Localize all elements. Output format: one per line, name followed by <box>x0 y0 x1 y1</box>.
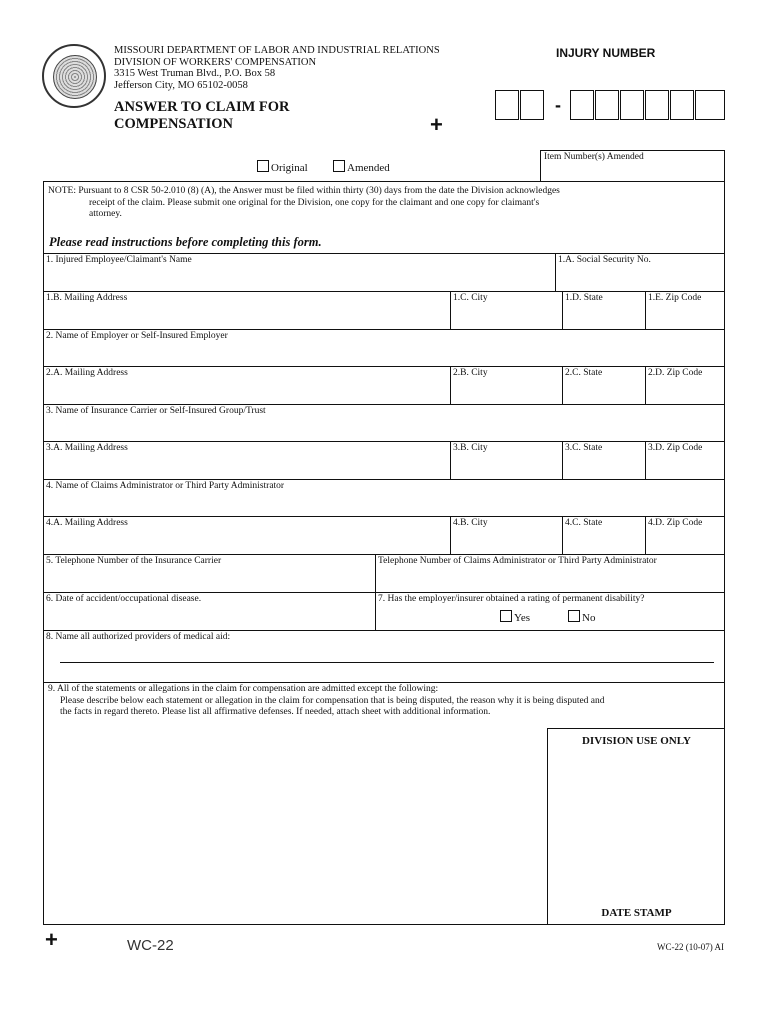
employer-state-label: 2.C. State <box>565 368 603 378</box>
agency-line1: MISSOURI DEPARTMENT OF LABOR AND INDUSTRIAL RELATIONS <box>114 45 440 56</box>
yes-label: Yes <box>514 612 531 624</box>
medical-providers-label: 8. Name all authorized providers of medical aid: <box>46 632 231 642</box>
claimant-city-field[interactable] <box>451 291 562 329</box>
row-disputes <box>43 682 725 683</box>
employer-zip-field[interactable] <box>646 366 724 404</box>
employer-address-field[interactable] <box>44 366 450 404</box>
insurer-state-label: 3.C. State <box>565 443 603 453</box>
state-seal <box>42 44 106 108</box>
employer-address-label: 2.A. Mailing Address <box>46 368 128 378</box>
claimant-name-label: 1. Injured Employee/Claimant's Name <box>46 255 192 265</box>
disputes-line3: the facts in regard thereto. Please list all affirmative defenses. If needed, attach sheet with additional information. <box>60 707 491 717</box>
item-numbers-amended-field[interactable] <box>540 150 725 181</box>
claimant-zip-field[interactable] <box>646 291 724 329</box>
injury-number-label: INJURY NUMBER <box>556 46 656 60</box>
instruction-text: Please read instructions before completing this form. <box>49 235 322 249</box>
disputes-instructions <box>48 684 724 719</box>
claimant-state-label: 1.D. State <box>565 293 603 303</box>
administrator-address-field[interactable] <box>44 516 450 554</box>
administrator-name-label: 4. Name of Claims Administrator or Third Party Administrator <box>46 481 285 491</box>
insurer-zip-field[interactable] <box>646 441 724 479</box>
no-checkbox[interactable] <box>568 610 580 622</box>
insurer-zip-label: 3.D. Zip Code <box>648 443 703 453</box>
insurer-name-field[interactable] <box>44 404 724 441</box>
division-use-box <box>547 728 725 925</box>
disputes-text-area[interactable] <box>44 724 547 924</box>
insurer-city-field[interactable] <box>451 441 562 479</box>
employer-city-label: 2.B. City <box>453 368 488 378</box>
injury-digit-5[interactable] <box>620 90 644 120</box>
original-checkbox[interactable] <box>257 160 269 172</box>
carrier-phone-label: 5. Telephone Number of the Insurance Carrier <box>46 556 222 566</box>
form-id: WC-22 <box>127 937 174 954</box>
item-numbers-amended-label: Item Number(s) Amended <box>544 152 644 162</box>
note-block <box>48 186 724 221</box>
ssn-field[interactable] <box>556 253 724 291</box>
administrator-phone-field[interactable] <box>376 554 724 592</box>
claimant-name-field[interactable] <box>44 253 555 291</box>
administrator-name-field[interactable] <box>44 479 724 516</box>
injury-digit-6[interactable] <box>645 90 669 120</box>
disputes-line2: Please describe below each statement or allegation in the claim for compensation that is being disputed, the reason why it is being disputed and <box>60 695 605 706</box>
injury-digit-3[interactable] <box>570 90 594 120</box>
employer-name-label: 2. Name of Employer or Self-Insured Employer <box>46 331 228 341</box>
injury-digit-2[interactable] <box>520 90 544 120</box>
amended-checkbox[interactable] <box>333 160 345 172</box>
insurer-address-label: 3.A. Mailing Address <box>46 443 128 453</box>
claimant-address-label: 1.B. Mailing Address <box>46 293 128 303</box>
administrator-city-field[interactable] <box>451 516 562 554</box>
form-title <box>114 99 290 133</box>
registration-mark-bottom: + <box>45 927 58 952</box>
employer-zip-label: 2.D. Zip Code <box>648 368 703 378</box>
administrator-state-label: 4.C. State <box>565 518 603 528</box>
note-line1: NOTE: Pursuant to 8 CSR 50-2.010 (8) (A), the Answer must be filed within thirty (30) days from the date the Division acknowledges <box>48 186 560 196</box>
claimant-zip-label: 1.E. Zip Code <box>648 293 702 303</box>
carrier-phone-field[interactable] <box>44 554 375 592</box>
division-use-title: DIVISION USE ONLY <box>581 735 692 747</box>
administrator-city-label: 4.B. City <box>453 518 488 528</box>
agency-header <box>114 45 440 91</box>
rating-no-option[interactable] <box>568 610 595 624</box>
note-line2: receipt of the claim. Please submit one original for the Division, one copy for the claimant and one copy for claimant's <box>89 197 540 208</box>
claimant-city-label: 1.C. City <box>453 293 488 303</box>
accident-date-field[interactable] <box>44 592 375 630</box>
administrator-state-field[interactable] <box>563 516 645 554</box>
medical-providers-field[interactable] <box>44 630 724 682</box>
agency-line3: 3315 West Truman Blvd., P.O. Box 58 <box>114 68 276 79</box>
administrator-address-label: 4.A. Mailing Address <box>46 518 128 528</box>
accident-date-label: 6. Date of accident/occupational disease. <box>46 594 202 604</box>
injury-digit-8[interactable] <box>695 90 725 120</box>
employer-state-field[interactable] <box>563 366 645 404</box>
employer-city-field[interactable] <box>451 366 562 404</box>
injury-number-dash: - <box>555 95 561 115</box>
claimant-address-field[interactable] <box>44 291 450 329</box>
form-revision: WC-22 (10-07) AI <box>657 942 724 952</box>
employer-name-field[interactable] <box>44 329 724 366</box>
rating-question-label: 7. Has the employer/insurer obtained a rating of permanent disability? <box>378 594 645 604</box>
claimant-state-field[interactable] <box>563 291 645 329</box>
amended-option[interactable] <box>333 160 390 174</box>
ssn-label: 1.A. Social Security No. <box>558 255 651 265</box>
agency-line4: Jefferson City, MO 65102-0058 <box>114 79 248 91</box>
rating-question <box>376 592 724 630</box>
agency-line2: DIVISION OF WORKERS' COMPENSATION <box>114 56 317 68</box>
insurer-name-label: 3. Name of Insurance Carrier or Self-Insured Group/Trust <box>46 406 266 416</box>
date-stamp-label: DATE STAMP <box>601 907 672 919</box>
yes-checkbox[interactable] <box>500 610 512 622</box>
form-title-line1: ANSWER TO CLAIM FOR <box>114 99 290 115</box>
administrator-zip-label: 4.D. Zip Code <box>648 518 703 528</box>
original-option[interactable] <box>257 160 308 174</box>
original-label: Original <box>271 162 308 174</box>
medical-providers-line <box>60 662 714 663</box>
injury-digit-7[interactable] <box>670 90 694 120</box>
injury-digit-1[interactable] <box>495 90 519 120</box>
note-line3: attorney. <box>89 209 122 219</box>
amended-label: Amended <box>347 162 390 174</box>
administrator-zip-field[interactable] <box>646 516 724 554</box>
rating-yes-option[interactable] <box>500 610 530 624</box>
insurer-address-field[interactable] <box>44 441 450 479</box>
disputes-line1: 9. All of the statements or allegations in the claim for compensation are admitted except the following: <box>48 684 439 694</box>
registration-mark-top: + <box>430 112 443 137</box>
form-title-line2: COMPENSATION <box>114 116 233 132</box>
insurer-city-label: 3.B. City <box>453 443 488 453</box>
injury-digit-4[interactable] <box>595 90 619 120</box>
insurer-state-field[interactable] <box>563 441 645 479</box>
administrator-phone-label: Telephone Number of Claims Administrator or Third Party Administrator <box>378 556 657 566</box>
no-label: No <box>582 612 596 624</box>
